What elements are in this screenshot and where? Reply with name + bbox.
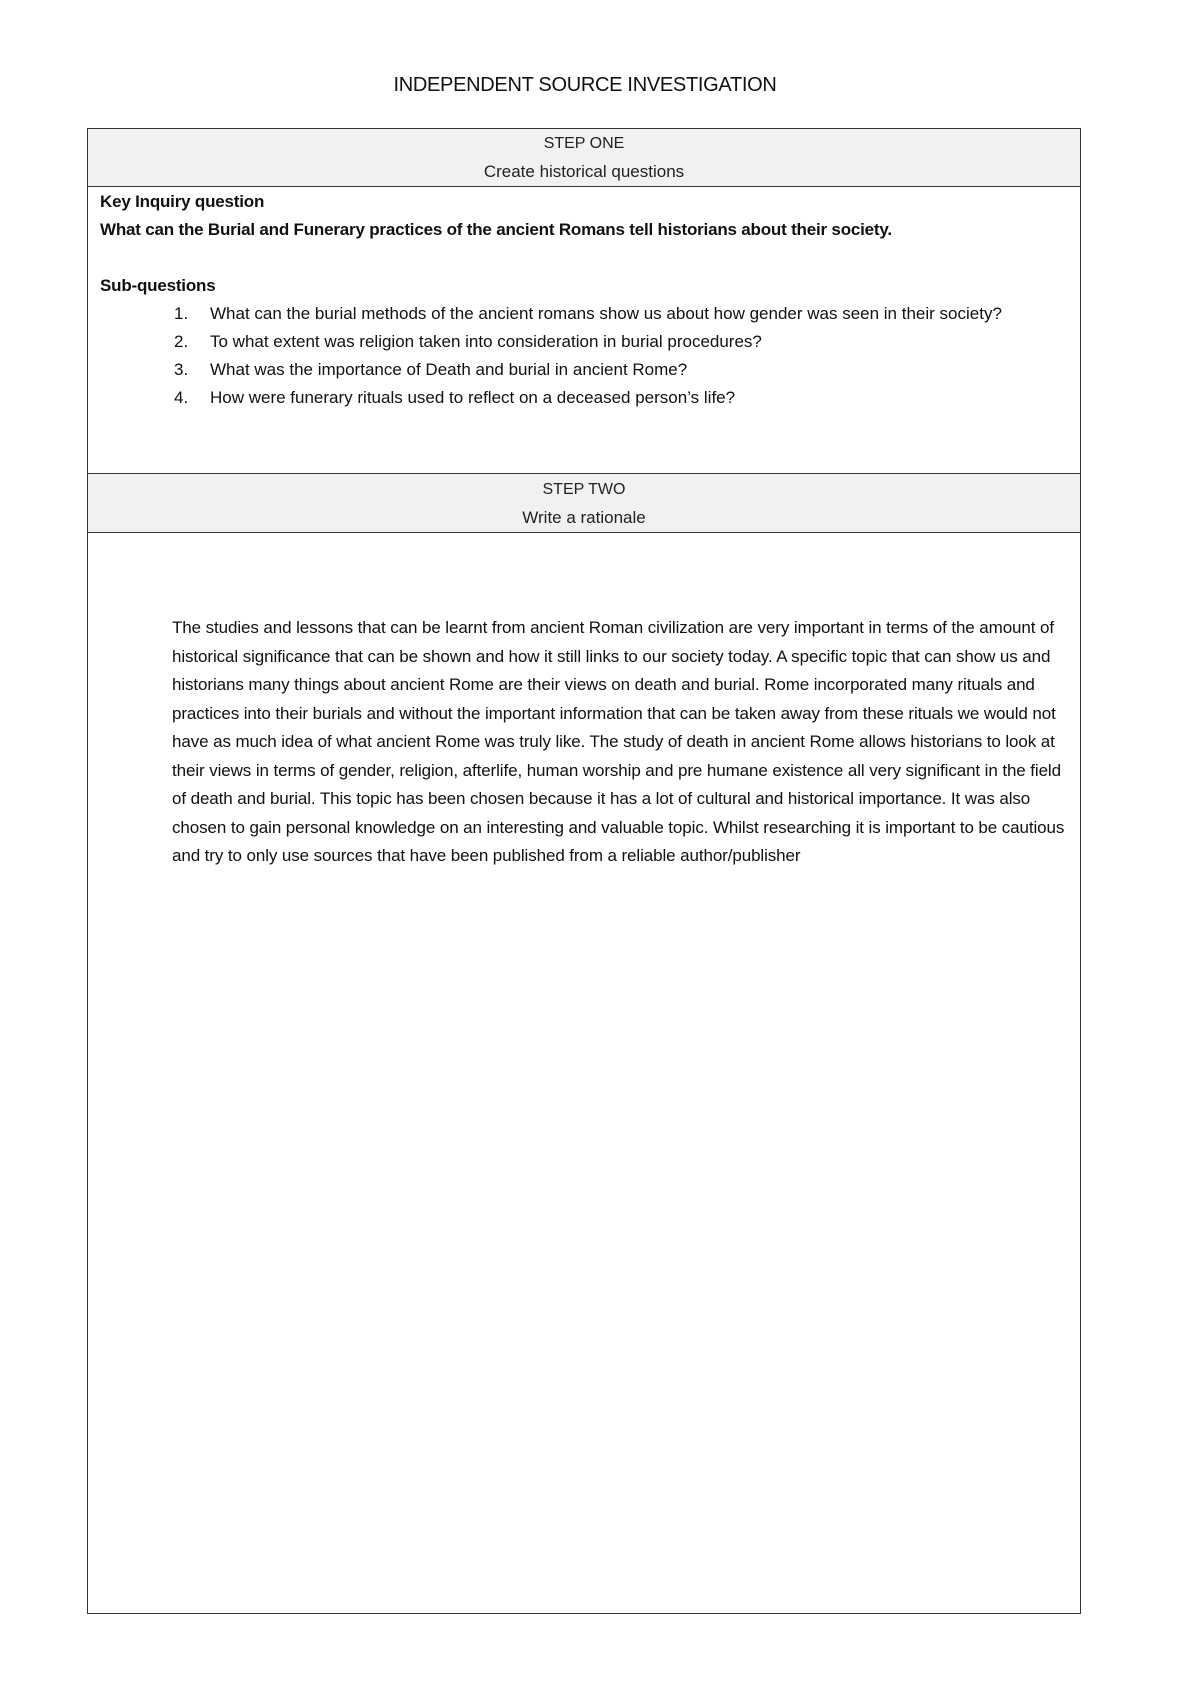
sub-question-number: 2.: [174, 332, 189, 351]
step-two-subtitle: Write a rationale: [522, 508, 646, 527]
sub-question-item: [174, 300, 1068, 328]
step-one-content: [100, 188, 1068, 412]
sub-question-text: To what extent was religion taken into consideration in burial procedures?: [210, 332, 762, 351]
sub-question-number: 3.: [174, 360, 189, 379]
sub-question-item: [174, 356, 1068, 384]
sub-question-text: What was the importance of Death and burial in ancient Rome?: [210, 360, 688, 379]
sub-question-text: What can the burial methods of the ancient romans show us about how gender was seen in their society?: [210, 304, 1002, 323]
step-two-label: STEP TWO: [542, 481, 626, 498]
step-two-header: [88, 473, 1080, 533]
key-inquiry-question: What can the Burial and Funerary practices of the ancient Romans tell historians about their society.: [100, 220, 892, 239]
step-one-subtitle: Create historical questions: [483, 162, 685, 181]
investigation-table: [87, 128, 1081, 1614]
sub-question-item: [174, 384, 1068, 412]
sub-question-item: [174, 328, 1068, 356]
step-one-header: [88, 129, 1080, 187]
key-inquiry-heading: Key Inquiry question: [100, 192, 265, 211]
sub-question-number: 1.: [174, 304, 189, 323]
step-one-label: STEP ONE: [543, 135, 625, 152]
sub-question-text: How were funerary rituals used to reflect on a deceased person’s life?: [210, 388, 736, 407]
rationale-paragraph: The studies and lessons that can be learnt from ancient Roman civilization are very important in terms of the amount of historical significance that can be shown and how it still links to our society today. A specific topic that can show us and historians many things about ancient Rome are their views on death and burial. Rome incorporated many rituals and practices into their burials and without the important information that can be taken away from these rituals we would not have as much idea of what ancient Rome was truly like. The study of death in ancient Rome allows historians to look at their views in terms of gender, religion, afterlife, human worship and pre humane existence all very significant in the field of death and burial. This topic has been chosen because it has a lot of cultural and historical importance. It was also chosen to gain personal knowledge on an interesting and valuable topic. Whilst researching it is important to be cautious and try to only use sources that have been published from a reliable author/publisher: [172, 618, 1065, 865]
sub-questions-list: [100, 300, 1068, 412]
document-title: INDEPENDENT SOURCE INVESTIGATION: [393, 74, 777, 96]
sub-questions-heading: Sub-questions: [100, 276, 216, 295]
sub-question-number: 4.: [174, 388, 189, 407]
